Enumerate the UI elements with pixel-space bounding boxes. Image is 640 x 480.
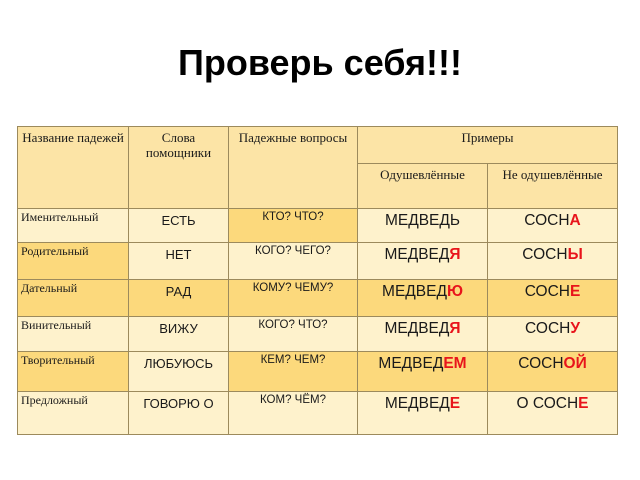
case-name-cell: Творительный: [18, 352, 129, 392]
case-name-cell: Предложный: [18, 392, 129, 435]
question-cell: КОГО? ЧЕГО?: [229, 243, 358, 280]
word-stem: МЕДВЕДЬ: [384, 212, 461, 229]
word-ending: У: [570, 320, 580, 337]
word-ending: Е: [578, 395, 589, 412]
header-animate: Одушевлённые: [358, 164, 488, 209]
header-case-name: Название падежей: [18, 127, 129, 209]
animate-example-cell: [358, 392, 488, 435]
helper-word-cell: ЕСТЬ: [129, 209, 229, 243]
helper-word-cell: ВИЖУ: [129, 317, 229, 352]
animate-example-cell: [358, 280, 488, 317]
header-case-questions: Падежные вопросы: [229, 127, 358, 209]
table-row: [18, 392, 618, 435]
question-cell: КОМ? ЧЁМ?: [229, 392, 358, 435]
header-inanimate: Не одушевлённые: [488, 164, 618, 209]
animate-example-cell: [358, 317, 488, 352]
word-stem: МЕДВЕД: [378, 355, 444, 372]
helper-word-cell: РАД: [129, 280, 229, 317]
word-stem: СОСН: [525, 320, 571, 337]
word-ending: А: [569, 212, 581, 229]
helper-word-cell: ЛЮБУЮСЬ: [129, 352, 229, 392]
word-ending: Я: [449, 246, 461, 263]
case-name-cell: Именительный: [18, 209, 129, 243]
inanimate-example-cell: [488, 209, 618, 243]
inanimate-example-cell: [488, 352, 618, 392]
table-row: [18, 352, 618, 392]
helper-word-cell: НЕТ: [129, 243, 229, 280]
inanimate-example-cell: [488, 280, 618, 317]
header-examples: Примеры: [358, 127, 618, 164]
word-ending: Я: [449, 320, 461, 337]
case-name-cell: Винительный: [18, 317, 129, 352]
word-ending: ОЙ: [563, 355, 587, 372]
inanimate-example-cell: [488, 243, 618, 280]
animate-example-cell: [358, 243, 488, 280]
word-stem: СОСН: [524, 283, 570, 300]
table-row: [18, 209, 618, 243]
inanimate-example-cell: [488, 392, 618, 435]
header-helper-words: Слова помощники: [129, 127, 229, 209]
page-title: Проверь себя!!!: [178, 42, 462, 83]
animate-example-cell: [358, 352, 488, 392]
case-name-cell: Дательный: [18, 280, 129, 317]
helper-word-cell: ГОВОРЮ О: [129, 392, 229, 435]
cases-table: [17, 126, 618, 435]
table-row: [18, 317, 618, 352]
animate-example-cell: [358, 209, 488, 243]
inanimate-example-cell: [488, 317, 618, 352]
table-row: [18, 280, 618, 317]
word-stem: О СОСН: [516, 395, 579, 412]
word-ending: ЕМ: [443, 355, 467, 372]
question-cell: КОМУ? ЧЕМУ?: [229, 280, 358, 317]
word-stem: СОСН: [522, 246, 568, 263]
word-ending: Е: [449, 395, 461, 412]
word-stem: СОСН: [518, 355, 564, 372]
word-ending: Е: [569, 283, 581, 300]
word-stem: МЕДВЕД: [384, 320, 450, 337]
word-stem: СОСН: [524, 212, 570, 229]
question-cell: КЕМ? ЧЕМ?: [229, 352, 358, 392]
question-cell: КОГО? ЧТО?: [229, 317, 358, 352]
table-row: [18, 243, 618, 280]
question-cell: КТО? ЧТО?: [229, 209, 358, 243]
word-stem: МЕДВЕД: [382, 283, 447, 300]
word-ending: Ю: [446, 283, 463, 300]
word-stem: МЕДВЕД: [384, 246, 450, 263]
word-stem: МЕДВЕД: [384, 395, 450, 412]
word-ending: Ы: [567, 246, 583, 263]
case-name-cell: Родительный: [18, 243, 129, 280]
